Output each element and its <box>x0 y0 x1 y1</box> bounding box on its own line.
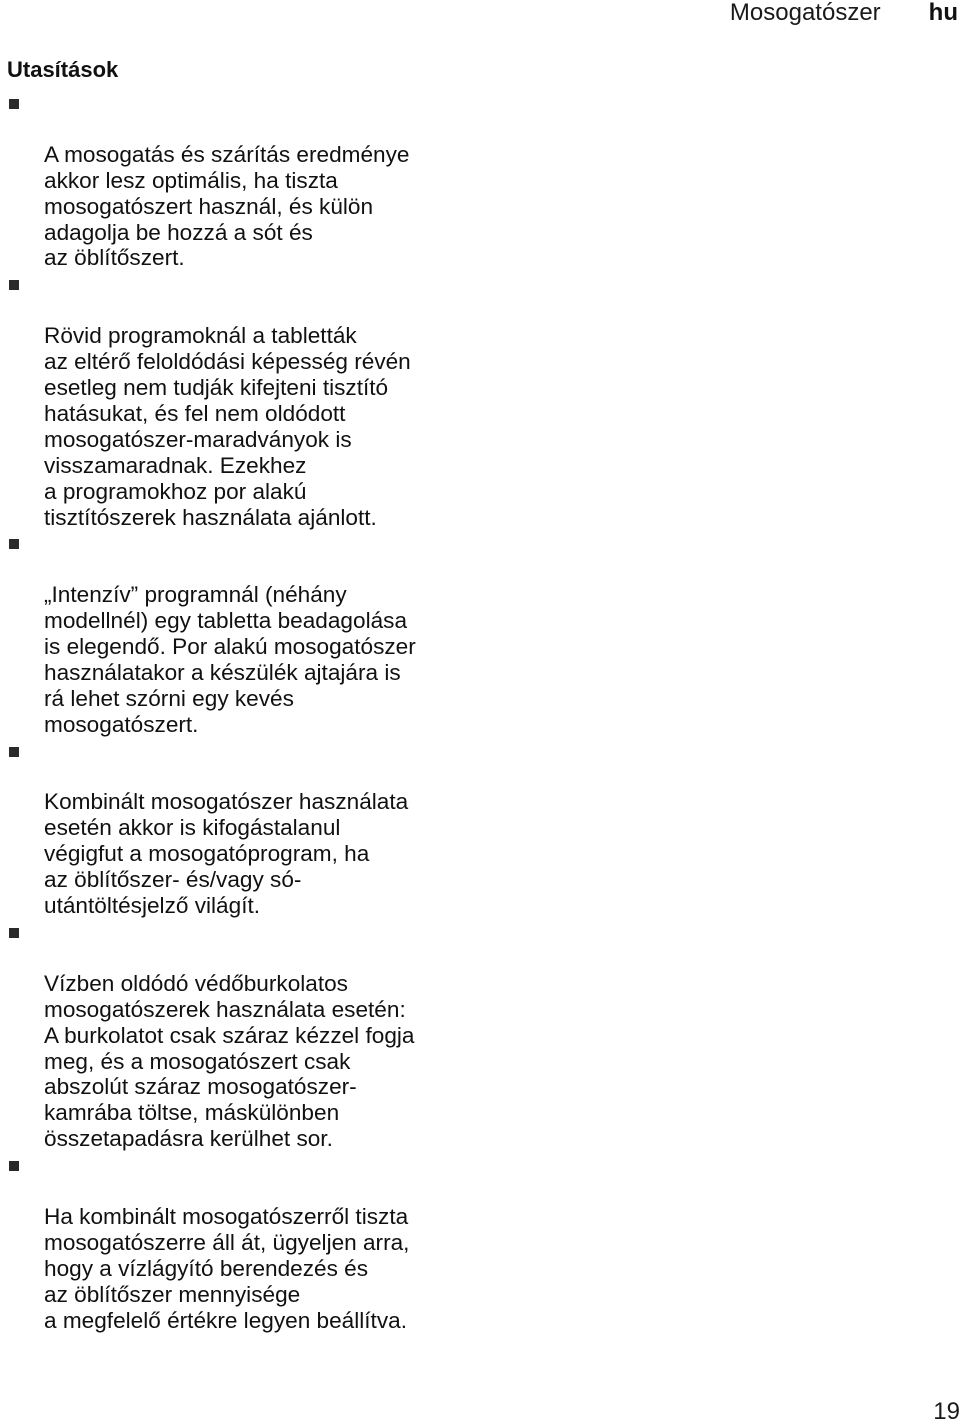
list-item <box>0 738 470 919</box>
list-item-text: Rövid programoknál a tabletták az eltérő feloldódási képesség révén esetleg nem tudják kifejteni tisztító hatásukat, és fel nem oldódott mosogatószer-maradványok is visszamaradnak. Ezekhez a programokhoz por alakú tisztítószerek használata ajánlott. <box>44 323 411 530</box>
list-item-text: Ha kombinált mosogatószerről tiszta mosogatószerre áll át, ügyeljen arra, hogy a vízlágyító berendezés és az öblítőszer mennyisége a megfelelő értékre legyen beállítva. <box>44 1203 410 1333</box>
list-item <box>0 530 470 737</box>
list-item <box>0 271 470 530</box>
list-item <box>0 90 470 271</box>
page-number: 19 <box>933 1398 960 1425</box>
language-code: hu <box>928 0 958 26</box>
square-bullet-icon <box>9 539 19 549</box>
list-item-text: Vízben oldódó védőburkolatos mosogatószerek használata esetén: A burkolatot csak száraz kézzel fogja meg, és a mosogatószert csak abszolút száraz mosogatószer- kamrába töltse, máskülönben összetapadásra kerülhet sor. <box>44 970 415 1152</box>
square-bullet-icon <box>9 747 19 757</box>
list-item <box>0 919 470 1152</box>
list-item <box>0 1152 470 1333</box>
instructions-list <box>0 90 470 1334</box>
square-bullet-icon <box>9 1161 19 1171</box>
list-item-text: Kombinált mosogatószer használata esetén akkor is kifogástalanul végigfut a mosogatóprogram, ha az öblítőszer- és/vagy só- utántöltésjelző világít. <box>44 789 409 919</box>
square-bullet-icon <box>9 280 19 290</box>
section-title: Mosogatószer <box>729 0 881 26</box>
square-bullet-icon <box>9 928 19 938</box>
instructions-heading: Utasítások <box>7 57 119 82</box>
square-bullet-icon <box>9 99 19 109</box>
list-item-text: „Intenzív” programnál (néhány modellnél) egy tabletta beadagolása is elegendő. Por alakú mosogatószer használatakor a készülék ajtajára is rá lehet szórni egy kevés mosogatószert. <box>44 582 416 737</box>
page-header <box>730 0 960 26</box>
list-item-text: A mosogatás és szárítás eredménye akkor lesz optimális, ha tiszta mosogatószert használ, és külön adagolja be hozzá a sót és az öblítőszert. <box>44 141 410 271</box>
